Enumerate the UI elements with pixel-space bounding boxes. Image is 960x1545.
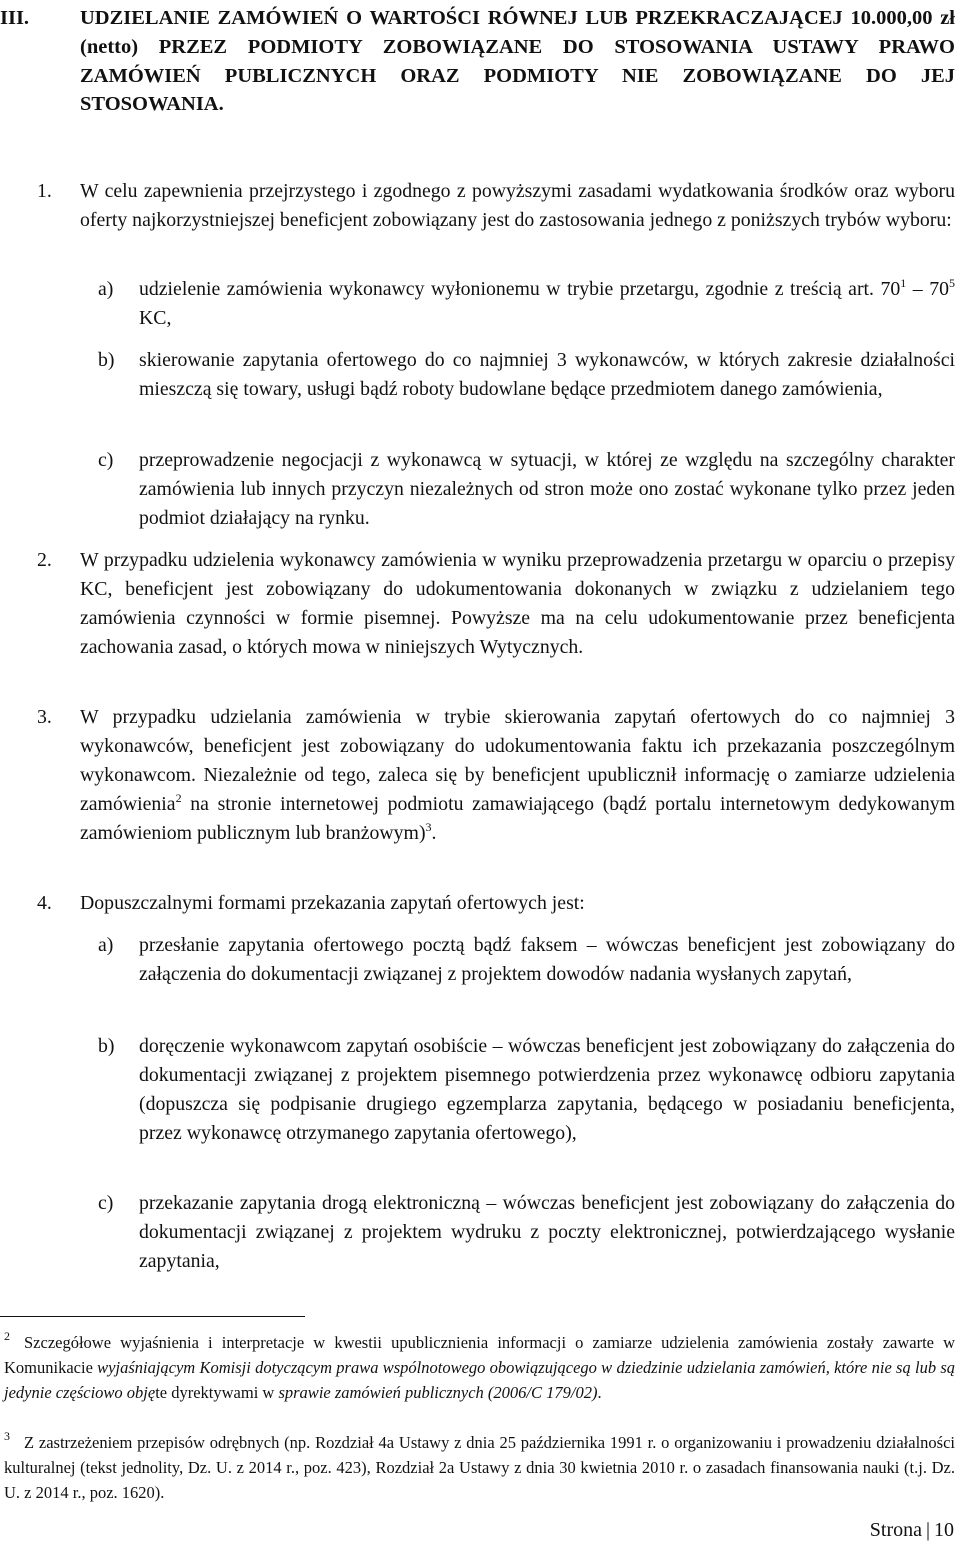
footnote-2: $^2$ Szczegółowe wyjaśnienia i interpretacje w kwestii upublicznienia informacji o zamiarze udzielenia zamówienia zostały zawarte w Komunikacie wyjaśniającym Komisji dotyczącym prawa wspólnotowego obowiązującego w dziedzinie udzielania zamówień, które nie są lub są jedynie częściowo objęte dyrektywami w sprawie zamówień publicznych (2006/C 179/02). — [4, 1329, 955, 1402]
sub-text: przesłanie zapytania ofertowego pocztą bądź faksem – wówczas beneficjent jest zobowiązany do załączenia do dokumentacji związanej z projektem dowodów nadania wysłanych zapytań, — [139, 934, 955, 985]
point-4-sub-c — [98, 1189, 955, 1276]
point-3 — [37, 703, 955, 848]
sub-label: c) — [98, 449, 114, 471]
sub-text: przekazanie zapytania drogą elektroniczną – wówczas beneficjent jest zobowiązany do załączenia do dokumentacji związanej z projektem wydruku z poczty elektronicznej, potwierdzającego wysłanie zapytania, — [139, 1192, 955, 1272]
sub-text: udzielenie zamówienia wykonawcy wyłonionemu w trybie przetargu, zgodnie z treścią art. $70^1 - 70^5$ KC, — [139, 276, 955, 329]
section-title: UDZIELANIE ZAMÓWIEŃ O WARTOŚCI RÓWNEJ LUB PRZEKRACZAJĄCEJ 10.000,00 zł (netto) PRZEZ PODMIOTY ZOBOWIĄZANE DO STOSOWANIA USTAWY PRAWO ZAMÓWIEŃ PUBLICZNYCH ORAZ PODMIOTY NIE ZOBOWIĄZANE DO JEJ STOSOWANIA. — [80, 7, 955, 116]
page-number: 10 — [934, 1519, 954, 1541]
sub-label: a) — [98, 934, 114, 956]
sub-text: doręczenie wykonawcom zapytań osobiście – wówczas beneficjent jest zobowiązany do załączenia do dokumentacji związanej z projektem pisemnego potwierdzenia przez wykonawcę odbioru zapytania (dopuszcza się podpisanie drugiego egzemplarza zapytania, będącego w posiadaniu beneficjenta, przez wykonawcę otrzymanego zapytania ofertowego), — [139, 1035, 955, 1144]
point-4-sub-b — [98, 1032, 955, 1148]
point-number: 4. — [37, 892, 52, 914]
sub-label: c) — [98, 1192, 114, 1214]
sub-text: przeprowadzenie negocjacji z wykonawcą w sytuacji, w której ze względu na szczególny charakter zamówienia lub innych przyczyn niezależnych od stron może ono zostać wykonane tylko przez jeden podmiot działający na rynku. — [139, 449, 955, 529]
sub-label: a) — [98, 278, 114, 300]
section-heading — [0, 4, 955, 116]
page-footer — [870, 1519, 954, 1542]
point-1-sub-c — [98, 446, 955, 533]
sub-label: b) — [98, 1035, 115, 1057]
point-1 — [37, 177, 955, 235]
point-4-sub-a — [98, 931, 955, 989]
footnote-ref-2: 2 — [175, 791, 182, 805]
point-number: 1. — [37, 180, 52, 202]
point-text: W przypadku udzielenia wykonawcy zamówienia w wyniku przeprowadzenia przetargu w oparciu o przepisy KC, beneficjent jest zobowiązany do udokumentowania dokonanych w związku z udzielaniem tego zamówienia czynności w formie pisemnej. Powyższe ma na celu udokumentowanie przez beneficjenta zachowania zasad, o których mowa w niniejszych Wytycznych. — [80, 549, 955, 658]
point-text: Dopuszczalnymi formami przekazania zapytań ofertowych jest: — [80, 892, 585, 914]
page-label: Strona — [869, 1519, 922, 1541]
point-text: W celu zapewnienia przejrzystego i zgodnego z powyższymi zasadami wydatkowania środków oraz wyboru oferty najkorzystniejszej beneficjent zobowiązany jest do zastosowania jednego z poniższych trybów wyboru: — [80, 180, 955, 231]
footnote-ref-3: 3 — [425, 820, 432, 834]
point-4 — [37, 889, 955, 918]
page-separator: | — [925, 1519, 930, 1541]
sub-label: b) — [98, 349, 115, 371]
point-2 — [37, 546, 955, 662]
footnote-marker: 2 — [4, 1329, 10, 1343]
point-1-sub-b — [98, 346, 955, 404]
point-1-sub-a — [98, 275, 955, 333]
footnote-marker: 3 — [4, 1429, 10, 1443]
sub-text: skierowanie zapytania ofertowego do co najmniej 3 wykonawców, w których zakresie działalności mieszczą się towary, usługi bądź roboty budowlane będące przedmiotem danego zamówienia, — [139, 349, 955, 400]
section-number: III. — [0, 7, 30, 29]
footnote-separator — [0, 1316, 305, 1317]
point-text: W przypadku udzielania zamówienia w trybie skierowania zapytań ofertowych do co najmniej 3 wykonawców, beneficjent jest zobowiązany do udokumentowania faktu ich przekazania poszczególnym wykonawcom. Niezależnie od tego, zaleca się by beneficjent upublicznił informację o zamiarze udzielenia zamówienia$^2$ na stronie internetowej podmiotu zamawiającego (bądź portalu internetowym dedykowanym zamówieniom publicznym lub branżowym)$^3$. — [80, 706, 955, 844]
point-number: 2. — [37, 549, 52, 571]
footnote-3: $^3$ Z zastrzeżeniem przepisów odrębnych (np. Rozdział 4a Ustawy z dnia 25 października 1991 r. o organizowaniu i prowadzeniu działalności kulturalnej (tekst jednolity, Dz. U. z 2014 r., poz. 423), Rozdział 2a Ustawy z dnia 30 kwietnia 2010 r. o zasadach finansowania nauki (t.j. Dz. U. z 2014 r., poz. 1620). — [4, 1429, 955, 1502]
point-number: 3. — [37, 706, 52, 728]
